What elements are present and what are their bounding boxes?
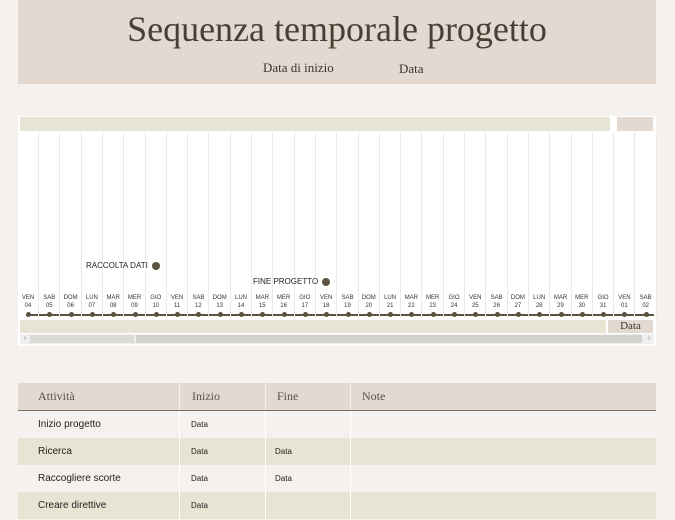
cell-start[interactable]: Data (191, 420, 208, 429)
timeline-gridline (315, 132, 316, 318)
cell-notes[interactable] (362, 438, 652, 465)
timeline-tick (47, 312, 52, 317)
milestone-marker[interactable] (152, 262, 160, 270)
timeline-gridline (187, 132, 188, 318)
cell-start[interactable]: Data (191, 501, 208, 510)
milestone-label: RACCOLTA DATI (86, 261, 148, 270)
timeline-gridline (294, 132, 295, 318)
timeline-day-label (294, 294, 316, 310)
timeline-tick (622, 312, 627, 317)
day-weekday: LUN (533, 295, 546, 301)
timeline-gridline (251, 132, 252, 318)
page-title: Sequenza temporale progetto (127, 9, 547, 49)
timeline-tick (388, 312, 393, 317)
timeline-top-band-end (617, 117, 653, 131)
day-weekday: SAB (639, 295, 652, 301)
column-divider (350, 438, 351, 465)
column-divider (179, 492, 180, 519)
day-number: 06 (67, 303, 74, 309)
day-number: 14 (237, 303, 245, 309)
timeline-tick (644, 312, 649, 317)
timeline-day-label (17, 294, 39, 310)
timeline-gridline (443, 132, 444, 318)
day-weekday: GIO (150, 295, 162, 301)
timeline-gridline (145, 132, 146, 318)
scroll-right-icon[interactable]: › (647, 335, 651, 342)
timeline-tick (26, 312, 31, 317)
timeline-tick (537, 312, 542, 317)
day-weekday: SAB (192, 295, 205, 301)
cell-activity[interactable]: Raccogliere scorte (38, 473, 121, 484)
timeline-gridline (507, 132, 508, 318)
cell-notes[interactable] (362, 492, 652, 519)
day-weekday: DOM (361, 295, 376, 301)
column-divider (179, 383, 180, 410)
day-weekday: LUN (85, 295, 98, 301)
day-number: 27 (514, 303, 522, 309)
timeline-tick (473, 312, 478, 317)
cell-end[interactable]: Data (275, 447, 292, 456)
column-header-end: Fine (277, 389, 299, 403)
table-row (18, 465, 656, 492)
day-weekday: VEN (21, 295, 35, 301)
timeline-bottom-band (20, 320, 606, 333)
timeline-day-label (81, 294, 103, 310)
timeline-gridline (656, 132, 657, 318)
timeline-day-label (571, 294, 593, 310)
day-weekday: MAR (404, 295, 419, 301)
cell-end[interactable] (275, 411, 349, 438)
header-banner (18, 0, 656, 84)
timeline-tick (346, 312, 351, 317)
column-header-notes: Note (362, 389, 386, 403)
column-header-start: Inizio (192, 389, 220, 403)
timeline-gridline (400, 132, 401, 318)
day-number: 19 (344, 303, 351, 309)
timeline-day-label (166, 294, 188, 310)
day-number: 01 (621, 303, 628, 309)
timeline-tick (175, 312, 180, 317)
timeline-gridline (613, 132, 614, 318)
day-weekday: GIO (597, 295, 609, 301)
day-number: 09 (131, 303, 138, 309)
day-number: 26 (493, 303, 500, 309)
day-weekday: SAB (490, 295, 503, 301)
milestone-label: FINE PROGETTO (253, 277, 319, 286)
timeline-gridline (123, 132, 124, 318)
day-weekday: DOM (212, 295, 227, 301)
day-number: 13 (216, 303, 224, 309)
timeline-day-label (635, 294, 657, 310)
column-divider (265, 383, 266, 410)
timeline-tick (196, 312, 201, 317)
timeline-day-label (550, 294, 572, 310)
timeline-tick (69, 312, 74, 317)
day-number: 10 (152, 303, 160, 309)
day-number: 07 (88, 303, 96, 309)
task-table (18, 383, 656, 519)
timeline-gridline (358, 132, 359, 318)
day-weekday: VEN (320, 295, 333, 301)
timeline-day-label (60, 294, 82, 310)
timeline-gridline (592, 132, 593, 318)
timeline-tick (516, 312, 521, 317)
timeline-day-label (486, 294, 508, 310)
timeline-day-label (230, 294, 252, 310)
day-weekday: VEN (618, 295, 631, 301)
day-weekday: GIO (448, 295, 460, 301)
day-number: 31 (599, 303, 607, 309)
start-date-value[interactable]: Data (399, 61, 424, 76)
timeline-tick (154, 312, 159, 317)
column-divider (179, 411, 180, 438)
timeline-day-label (379, 294, 401, 310)
table-row (18, 411, 656, 438)
timeline-day-label (400, 294, 422, 310)
day-weekday: VEN (170, 295, 184, 301)
day-weekday: MAR (553, 295, 568, 301)
day-number: 25 (471, 303, 479, 309)
column-header-activity: Attività (38, 389, 75, 403)
timeline-day-label (209, 294, 231, 310)
timeline-gridline (166, 132, 167, 318)
timeline-gridline (272, 132, 273, 318)
column-divider (265, 492, 266, 519)
milestone-marker[interactable] (322, 278, 330, 286)
day-number: 15 (258, 303, 266, 309)
day-number: 20 (365, 303, 373, 309)
timeline-gridline (81, 132, 82, 318)
cell-activity[interactable]: Inizio progetto (38, 419, 101, 430)
column-divider (265, 438, 266, 465)
day-number: 17 (301, 303, 309, 309)
timeline-tick (133, 312, 138, 317)
timeline-tick (218, 312, 223, 317)
timeline-day-label (443, 294, 465, 310)
day-number: 30 (578, 303, 586, 309)
timeline-tick (111, 312, 116, 317)
timeline-tick (90, 312, 95, 317)
table-row (18, 492, 656, 519)
timeline-top-band (20, 117, 610, 131)
cell-notes[interactable] (362, 411, 652, 438)
cell-end[interactable]: Data (275, 474, 292, 483)
timeline-tick (324, 312, 329, 317)
timeline-gridline (549, 132, 550, 318)
timeline-day-label (187, 294, 209, 310)
scrollbar-track[interactable] (136, 335, 642, 343)
day-number: 02 (642, 303, 650, 309)
day-number: 04 (24, 303, 32, 309)
start-date-label: Data di inizio (263, 60, 334, 75)
timeline-chart (18, 116, 656, 346)
timeline-tick (452, 312, 457, 317)
day-number: 29 (557, 303, 564, 309)
column-divider (350, 411, 351, 438)
column-divider (179, 438, 180, 465)
timeline-gridline (528, 132, 529, 318)
timeline-tick (409, 312, 414, 317)
table-header-row (18, 383, 656, 411)
timeline-day-label (613, 294, 635, 310)
timeline-tick (303, 312, 308, 317)
scrollbar-thumb[interactable] (30, 335, 134, 343)
day-weekday: GIO (299, 295, 311, 301)
column-divider (179, 465, 180, 492)
timeline-gridline (38, 132, 39, 318)
day-weekday: MER (127, 295, 142, 301)
timeline-day-label (273, 294, 295, 310)
timeline-gridline (230, 132, 231, 318)
timeline-tick (559, 312, 564, 317)
day-number: 28 (535, 303, 543, 309)
day-number: 22 (408, 303, 415, 309)
timeline-day-label (145, 294, 167, 310)
cell-start[interactable]: Data (191, 474, 208, 483)
cell-notes[interactable] (362, 465, 652, 492)
timeline-day-label (124, 294, 146, 310)
timeline-gridline (379, 132, 380, 318)
timeline-day-label (464, 294, 486, 310)
timeline-gridline (464, 132, 465, 318)
day-weekday: DOM (63, 295, 78, 301)
day-weekday: DOM (510, 295, 525, 301)
day-number: 12 (195, 303, 202, 309)
day-number: 18 (322, 303, 330, 309)
timeline-tick (367, 312, 372, 317)
day-weekday: VEN (469, 295, 482, 301)
timeline-gridline (102, 132, 103, 318)
timeline-day-label (358, 294, 380, 310)
table-row (18, 438, 656, 465)
timeline-tick (580, 312, 585, 317)
day-weekday: LUN (234, 295, 247, 301)
timeline-day-label (507, 294, 529, 310)
timeline-tick (239, 312, 244, 317)
cell-activity[interactable]: Creare direttive (38, 500, 107, 511)
column-divider (350, 465, 351, 492)
timeline-day-label (102, 294, 124, 310)
timeline-gridline (336, 132, 337, 318)
cell-end[interactable] (275, 492, 349, 519)
timeline-day-label (315, 294, 337, 310)
timeline-tick (601, 312, 606, 317)
day-number: 05 (45, 303, 53, 309)
timeline-tick (495, 312, 500, 317)
column-divider (265, 465, 266, 492)
scroll-left-icon[interactable]: ‹ (23, 335, 27, 342)
day-number: 11 (173, 303, 181, 309)
day-weekday: MER (426, 295, 440, 301)
table-body (18, 411, 656, 519)
timeline-day-label (337, 294, 359, 310)
day-number: 08 (109, 303, 117, 309)
timeline-day-label (422, 294, 444, 310)
day-weekday: MER (575, 295, 589, 301)
timeline-day-label (528, 294, 550, 310)
timeline-tick (282, 312, 287, 317)
day-number: 24 (450, 303, 458, 309)
timeline-tick (431, 312, 436, 317)
timeline-gridline (421, 132, 422, 318)
timeline-end-date: Data (608, 320, 653, 333)
timeline-gridline (208, 132, 209, 318)
day-number: 21 (386, 303, 394, 309)
timeline-gridline (634, 132, 635, 318)
day-weekday: MER (276, 295, 291, 301)
timeline-day-label (38, 294, 60, 310)
day-number: 16 (280, 303, 287, 309)
day-weekday: SAB (341, 295, 354, 301)
column-divider (265, 411, 266, 438)
day-weekday: MAR (106, 295, 120, 301)
column-divider (350, 383, 351, 410)
day-weekday: MAR (255, 295, 269, 301)
day-weekday: SAB (43, 295, 56, 301)
column-divider (350, 492, 351, 519)
cell-activity[interactable]: Ricerca (38, 446, 72, 457)
timeline-tick (260, 312, 265, 317)
timeline-gridline (485, 132, 486, 318)
timeline-day-label (592, 294, 614, 310)
timeline-day-label (251, 294, 273, 310)
day-weekday: LUN (384, 295, 397, 301)
timeline-gridline (571, 132, 572, 318)
timeline-gridline (59, 132, 60, 318)
horizontal-scrollbar[interactable] (20, 334, 654, 344)
day-number: 23 (429, 303, 437, 309)
cell-start[interactable]: Data (191, 447, 208, 456)
